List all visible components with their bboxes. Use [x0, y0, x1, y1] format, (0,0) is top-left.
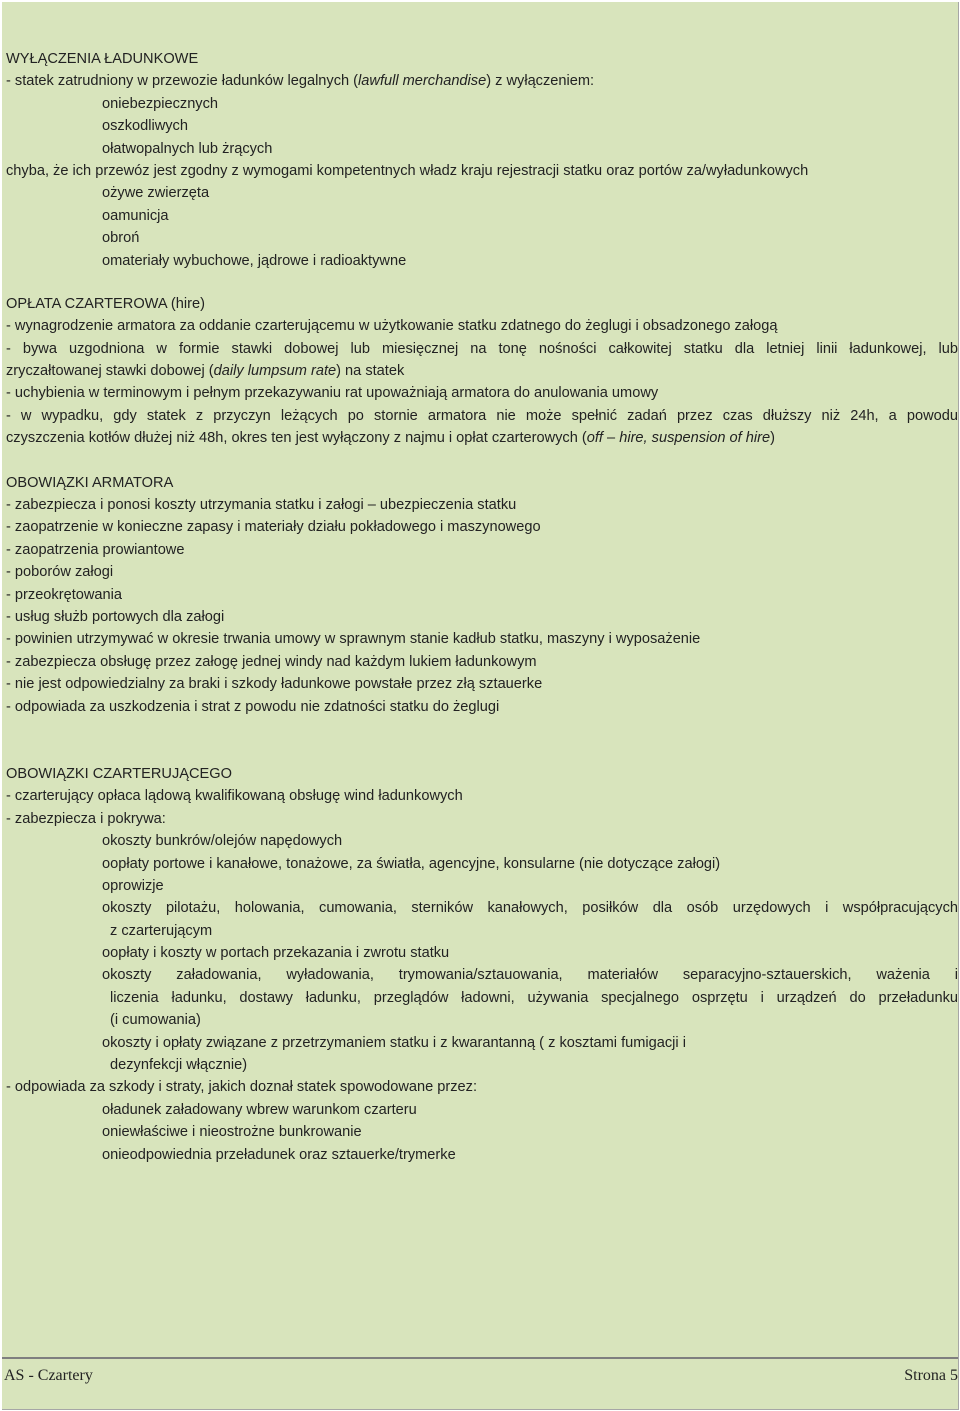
- document-page: [2, 2, 959, 1410]
- text-line: - uchybienia w terminowym i pełnym przekazywaniu rat upoważniają armatora do anulowania umowy: [6, 385, 659, 402]
- text-span: –: [602, 430, 620, 447]
- list-item: oniewłaściwe i nieostrożne bunkrowanie: [102, 1124, 362, 1141]
- text-span: czyszczenia kotłów dłużej niż 48h, okres ten jest wyłączony z najmu i opłat czarterowych (: [6, 430, 587, 447]
- text-line: - odpowiada za szkody i straty, jakich doznał statek spowodowane przez:: [6, 1079, 478, 1096]
- footer-page-number: Strona 5: [904, 1367, 958, 1384]
- text-span: - statek zatrudniony w przewozie ładunków legalnych (: [6, 73, 359, 90]
- list-item: oprowizje: [102, 877, 164, 894]
- section-heading-obowiazki-czarterujacego: OBOWIĄZKI CZARTERUJĄCEGO: [6, 765, 232, 782]
- footer-document-title: AS - Czartery: [4, 1367, 93, 1384]
- text-line: - wynagrodzenie armatora za oddanie czarterującemu w użytkowanie statku zdatnego do żeglugi i obsadzonego załogą: [6, 318, 778, 335]
- text-line: [6, 70, 958, 92]
- text-line: - zabezpiecza i pokrywa:: [6, 810, 166, 827]
- list-item: okoszty załadowania, wyładowania, trymowania/sztauowania, materiałów separacyjno-sztauerskich, ważenia i: [102, 967, 958, 984]
- text-line: - w wypadku, gdy statek z przyczyn leżących po stornie armatora nie może spełnić zadań przez czas dłuższy niż 24h, a powodu: [6, 407, 958, 424]
- text-line: [6, 360, 958, 382]
- text-line: - przeokrętowania: [6, 586, 122, 603]
- text-line: - poborów załogi: [6, 564, 114, 581]
- text-span: ) na statek: [336, 363, 405, 380]
- list-item: ożywe zwierzęta: [102, 185, 210, 202]
- list-item-continuation: z czarterującym: [110, 922, 213, 939]
- italic-term: lawfull merchandise: [358, 73, 487, 90]
- footer-divider: [2, 1357, 958, 1359]
- list-item: okoszty i opłaty związane z przetrzymaniem statku i z kwarantanną ( z kosztami fumigacji i: [102, 1034, 686, 1051]
- text-line: - zabezpiecza obsługę przez załogę jednej windy nad każdym lukiem ładunkowym: [6, 653, 537, 670]
- section-heading-obowiazki-armatora: OBOWIĄZKI ARMATORA: [6, 474, 174, 491]
- italic-term: daily lumpsum rate: [213, 363, 337, 380]
- list-item: oładunek załadowany wbrew warunkom czarteru: [102, 1101, 417, 1118]
- text-span: ) z wyłączeniem:: [486, 73, 595, 90]
- text-line: - bywa uzgodniona w formie stawki dobowej lub miesięcznej na tonę nośności całkowitej statku dla letniej linii ładunkowej, lub: [6, 340, 958, 357]
- section-heading-wylaczenia: WYŁĄCZENIA ŁADUNKOWE: [6, 51, 199, 67]
- list-item: onieodpowiednia przeładunek oraz sztauerke/trymerke: [102, 1146, 456, 1163]
- text-line: - powinien utrzymywać w okresie trwania umowy w sprawnym stanie kadłub statku, maszyny i wyposażenie: [6, 631, 701, 648]
- text-line: chyba, że ich przewóz jest zgodny z wymogami kompetentnych władz kraju rejestracji statku oraz portów za/wyładunkowych: [6, 162, 809, 179]
- list-item: oszkodliwych: [102, 118, 188, 135]
- text-line: - odpowiada za uszkodzenia i strat z powodu nie zdatności statku do żeglugi: [6, 698, 500, 715]
- list-item: okoszty bunkrów/olejów napędowych: [102, 833, 343, 850]
- text-line: - czarterujący opłaca lądową kwalifikowaną obsługę wind ładunkowych: [6, 788, 463, 805]
- italic-term: hire, suspension of hire: [619, 430, 771, 447]
- list-item: omateriały wybuchowe, jądrowe i radioaktywne: [102, 252, 407, 269]
- text-span: zryczałtowanej stawki dobowej (: [6, 363, 214, 380]
- text-line: - zaopatrzenia prowiantowe: [6, 541, 185, 558]
- text-line: - nie jest odpowiedzialny za braki i szkody ładunkowe powstałe przez złą sztauerke: [6, 676, 543, 693]
- list-item: oniebezpiecznych: [102, 95, 219, 112]
- list-item-continuation: liczenia ładunku, dostawy ładunku, przeglądów ładowni, używania specjalnego osprzętu i urządzeń do przeładunku: [110, 989, 958, 1006]
- list-item: okoszty pilotażu, holowania, cumowania, sterników kanałowych, posiłków dla osób urzędowych i współpracujących: [102, 900, 958, 917]
- page-content: [6, 48, 958, 1166]
- text-line: - zaopatrzenie w konieczne zapasy i materiały działu pokładowego i maszynowego: [6, 519, 541, 536]
- list-item: oopłaty portowe i kanałowe, tonażowe, za światła, agencyjne, konsularne (nie dotyczące załogi): [102, 855, 721, 872]
- text-line: [6, 427, 958, 449]
- list-item-continuation: (i cumowania): [110, 1012, 201, 1029]
- text-line: - usług służb portowych dla załogi: [6, 608, 225, 625]
- text-line: - zabezpiecza i ponosi koszty utrzymania statku i załogi – ubezpieczenia statku: [6, 497, 517, 514]
- list-item: oopłaty i koszty w portach przekazania i zwrotu statku: [102, 945, 450, 962]
- list-item-continuation: dezynfekcji włącznie): [110, 1057, 248, 1074]
- text-span: ): [770, 430, 775, 447]
- list-item: ołatwopalnych lub żrących: [102, 140, 273, 157]
- list-item: oamunicja: [102, 207, 169, 224]
- italic-term: off: [586, 430, 603, 447]
- section-heading-oplata: OPŁATA CZARTEROWA (hire): [6, 295, 205, 312]
- list-item: obroń: [102, 230, 140, 247]
